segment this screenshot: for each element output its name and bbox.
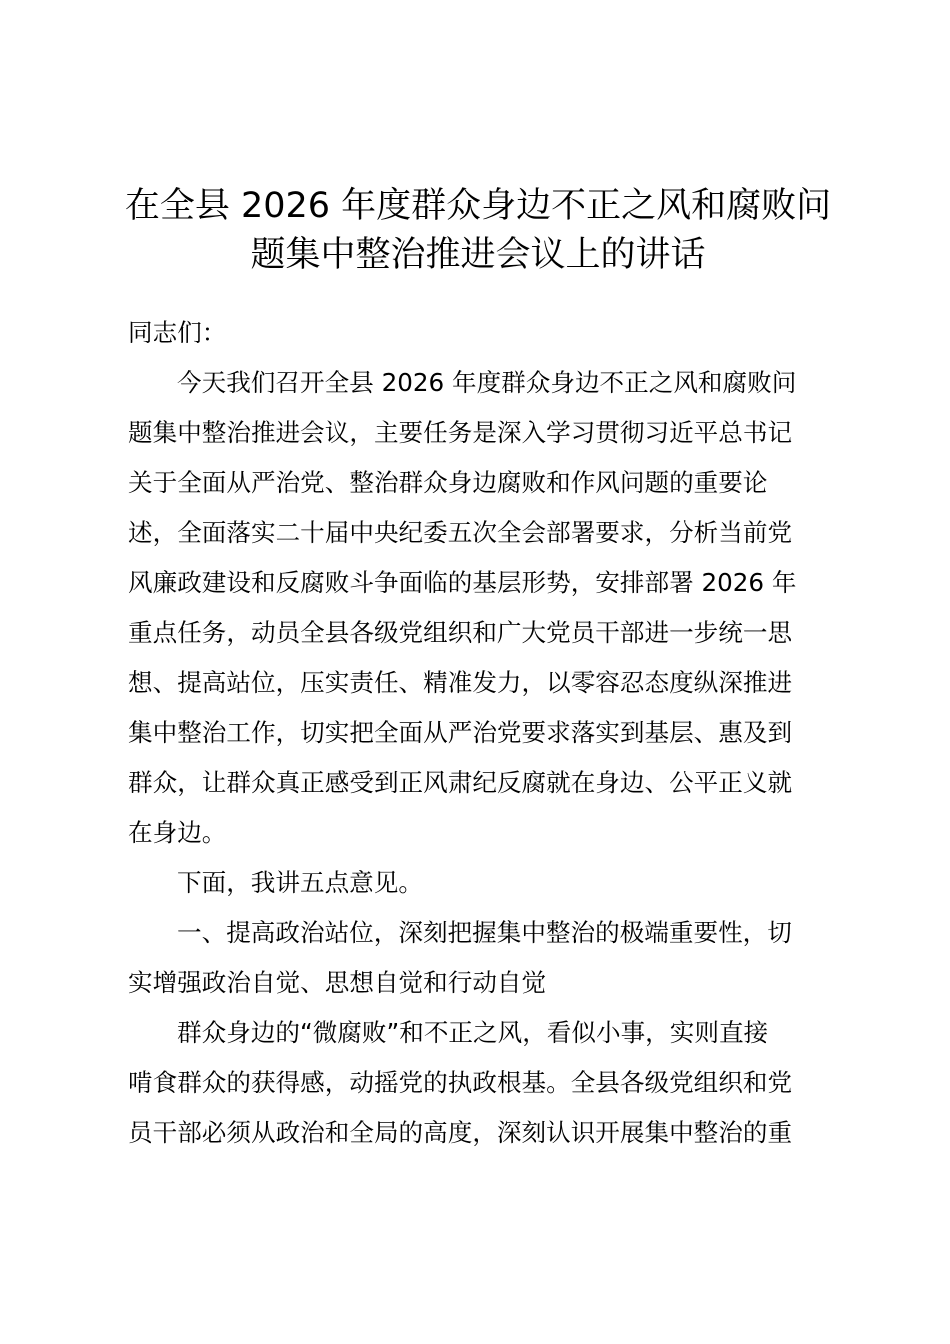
document-title [118,182,838,280]
paragraph-line: 群众身边的“微腐败”和不正之风，看似小事，实则直接 [177,1018,769,1047]
paragraph-line: 群众，让群众真正感受到正风肃纪反腐就在身边、公平正义就 [128,768,793,797]
title-line-1: 在全县 2026 年度群众身边不正之风和腐败问 [124,186,832,226]
document-body [128,308,838,1158]
section-1-paragraph [128,1008,838,1158]
paragraph-line: 员干部必须从政治和全局的高度，深刻认识开展集中整治的重 [128,1118,793,1147]
paragraph-line: 集中整治工作，切实把全面从严治党要求落实到基层、惠及到 [128,718,793,747]
paragraph-line: 今天我们召开全县 2026 年度群众身边不正之风和腐败问 [177,368,797,397]
paragraph-line: 重点任务，动员全县各级党组织和广大党员干部进一步统一思 [128,618,793,647]
transition-paragraph: 下面，我讲五点意见。 [177,868,423,897]
salutation: 同志们： [128,318,227,347]
opening-paragraph [128,358,838,858]
title-line-2: 题集中整治推进会议上的讲话 [250,235,706,275]
heading-line: 一、提高政治站位，深刻把握集中整治的极端重要性，切 [177,918,792,947]
paragraph-line: 题集中整治推进会议，主要任务是深入学习贯彻习近平总书记 [128,418,793,447]
paragraph-line: 风廉政建设和反腐败斗争面临的基层形势，安排部署 2026 年 [128,568,797,597]
paragraph-line: 想、提高站位，压实责任、精准发力，以零容忍态度纵深推进 [128,668,793,697]
paragraph-line: 啃食群众的获得感，动摇党的执政根基。全县各级党组织和党 [128,1068,793,1097]
paragraph-line: 关于全面从严治党、整治群众身边腐败和作风问题的重要论 [128,468,768,497]
heading-line: 实增强政治自觉、思想自觉和行动自觉 [128,968,547,997]
paragraph-line: 在身边。 [128,818,227,847]
paragraph-line: 述，全面落实二十届中央纪委五次全会部署要求，分析当前党 [128,518,793,547]
section-1-heading [128,908,838,1008]
